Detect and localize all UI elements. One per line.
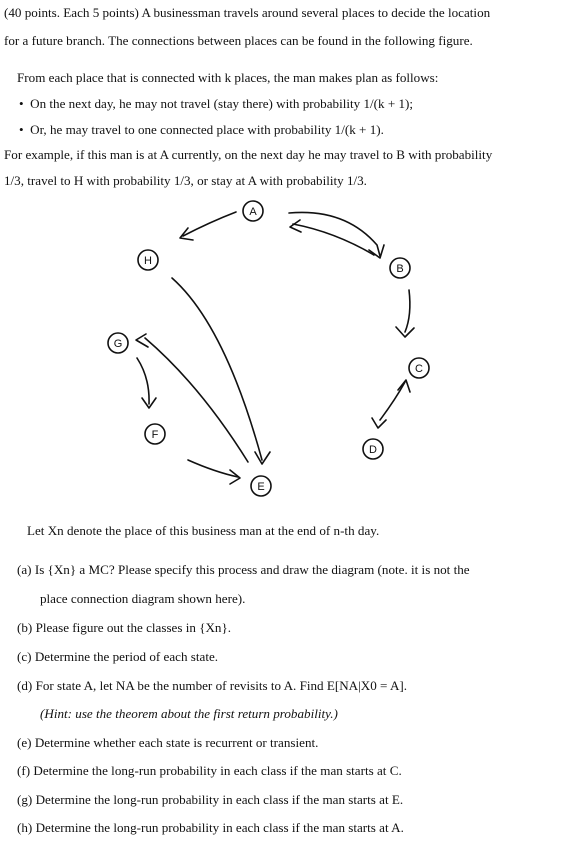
question-d: [17, 678, 407, 694]
node-a: [243, 201, 263, 221]
question-h-label: (h): [17, 820, 33, 835]
node-f-label: F: [151, 429, 159, 441]
node-h-label: H: [144, 255, 152, 267]
edge-b-c: [405, 290, 410, 332]
edge-g-f: [137, 358, 149, 404]
arrowhead-b: [369, 245, 384, 258]
node-d-label: D: [369, 444, 377, 456]
arrowhead-h-e: [255, 452, 270, 464]
edge-a-h: [183, 212, 236, 236]
node-e-label: E: [257, 481, 265, 493]
node-a-label: A: [249, 206, 257, 218]
question-g-text: Determine the long-run probability in each class if the man starts at E.: [35, 792, 404, 807]
question-c: [17, 649, 218, 665]
node-c-label: C: [415, 363, 423, 375]
definition: Let Xn denote the place of this business man at the end of n-th day.: [27, 523, 380, 538]
question-a-text: Is {Xn} a MC? Please specify this process and draw the diagram (note. it is not the: [34, 562, 470, 577]
node-f: [145, 424, 165, 444]
question-b: [17, 620, 231, 636]
question-h-text: Determine the long-run probability in each class if the man starts at A.: [35, 820, 404, 835]
question-h: [17, 820, 404, 836]
edge-d-c: [380, 382, 405, 420]
edge-a-b: [289, 212, 380, 256]
question-e-label: (e): [17, 735, 32, 750]
question-d-label: (d): [17, 678, 33, 693]
question-e: [17, 735, 318, 751]
example-line-1: For example, if this man is at A currently, on the next day he may travel to B with probability: [4, 147, 493, 162]
node-e: [251, 476, 271, 496]
question-g-label: (g): [17, 792, 33, 807]
question-b-label: (b): [17, 620, 33, 635]
plan-bullet-1-text: On the next day, he may not travel (stay there) with probability 1/(k + 1);: [30, 96, 414, 111]
question-d-hint: (Hint: use the theorem about the first return probability.): [40, 706, 338, 721]
question-a-continued: place connection diagram shown here).: [40, 591, 246, 606]
question-f: [17, 763, 402, 779]
intro-line-1: (40 points. Each 5 points) A businessman travels around several places to decide the location: [4, 5, 491, 20]
question-f-label: (f): [17, 763, 31, 778]
question-g: [17, 792, 403, 808]
node-g-label: G: [113, 338, 123, 350]
node-g: [108, 333, 128, 353]
edge-g-e: [145, 338, 248, 462]
question-e-text: Determine whether each state is recurrent or transient.: [34, 735, 319, 750]
question-c-text: Determine the period of each state.: [34, 649, 219, 664]
question-a: [17, 562, 470, 578]
plan-bullet-1: [19, 96, 413, 112]
arrowhead-d: [372, 418, 386, 428]
place-connection-diagram: [0, 195, 569, 515]
plan-lead: From each place that is connected with k places, the man makes plan as follows:: [17, 70, 439, 85]
intro-line-2: for a future branch. The connections between places can be found in the following figure.: [4, 33, 473, 48]
question-f-text: Determine the long-run probability in each class if the man starts at C.: [33, 763, 402, 778]
node-d: [363, 439, 383, 459]
question-a-label: (a): [17, 562, 32, 577]
question-d-text: For state A, let NA be the number of revisits to A. Find E[NA|X0 = A].: [35, 678, 408, 693]
node-c: [409, 358, 429, 378]
question-c-label: (c): [17, 649, 32, 664]
question-b-text: Please figure out the classes in {Xn}.: [35, 620, 232, 635]
edge-b-a: [293, 224, 374, 255]
bullet-icon: •: [19, 122, 31, 137]
example-line-2: 1/3, travel to H with probability 1/3, or stay at A with probability 1/3.: [4, 173, 367, 188]
arrowhead-g: [136, 334, 148, 347]
node-h: [138, 250, 158, 270]
plan-bullet-2-text: Or, he may travel to one connected place with probability 1/(k + 1).: [30, 122, 384, 137]
edge-h-e: [172, 278, 262, 460]
edge-f-e: [188, 460, 238, 477]
node-b-label: B: [396, 263, 404, 275]
bullet-icon: •: [19, 96, 31, 111]
plan-bullet-2: [19, 122, 384, 138]
node-b: [390, 258, 410, 278]
